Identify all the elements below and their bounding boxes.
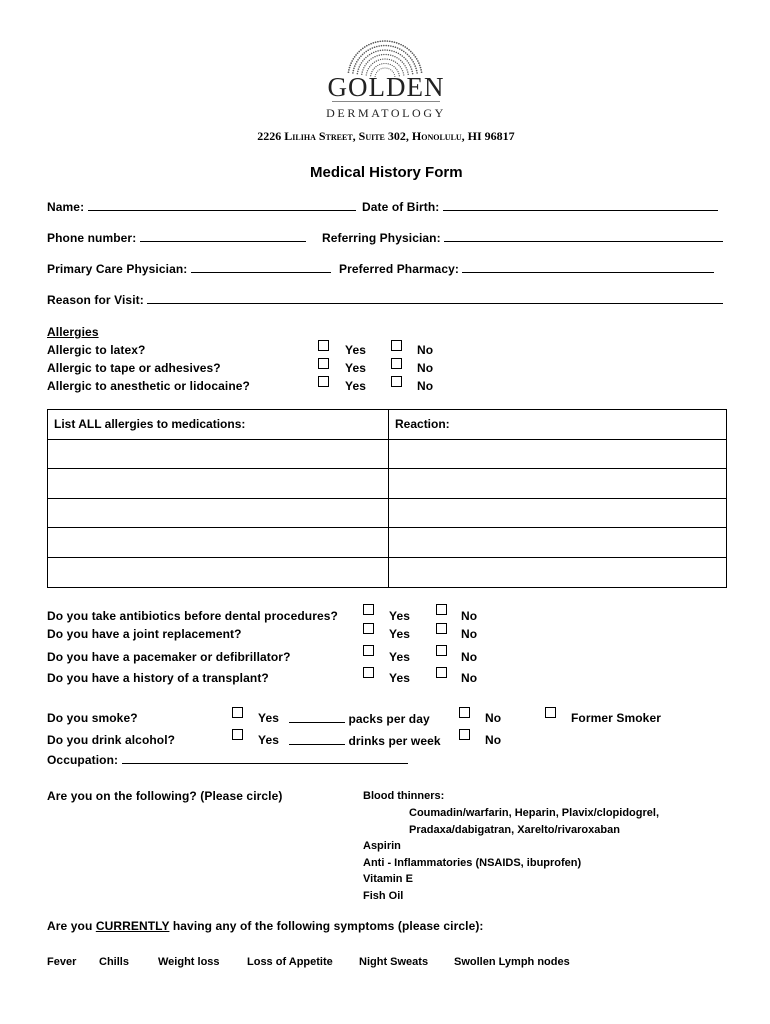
occupation-line[interactable] bbox=[122, 752, 408, 764]
reason-field[interactable] bbox=[47, 292, 723, 307]
dob-field[interactable] bbox=[362, 199, 718, 214]
allergies-heading: Allergies bbox=[47, 325, 99, 339]
pacemaker-no-label: No bbox=[461, 650, 478, 664]
table-row bbox=[48, 557, 727, 587]
packs-line[interactable] bbox=[289, 711, 345, 723]
antibiotics-yes-label: Yes bbox=[389, 609, 410, 623]
drink-question: Do you drink alcohol? bbox=[47, 733, 176, 747]
symptoms-question bbox=[47, 919, 484, 933]
drink-no-label: No bbox=[485, 733, 502, 747]
pacemaker-yes-checkbox[interactable] bbox=[363, 645, 374, 656]
symptoms-question-post: having any of the following symptoms (please circle): bbox=[169, 919, 484, 933]
table-header-row bbox=[48, 410, 727, 440]
form-title: Medical History Form bbox=[310, 164, 463, 181]
anesthetic-no-checkbox[interactable] bbox=[391, 376, 402, 387]
symptom-loss-of-appetite[interactable]: Loss of Appetite bbox=[247, 956, 333, 968]
reaction-col-header: Reaction: bbox=[389, 410, 727, 440]
pacemaker-yes-label: Yes bbox=[389, 650, 410, 664]
allergy-q-anesthetic: Allergic to anesthetic or lidocaine? bbox=[47, 379, 250, 393]
antibiotics-no-label: No bbox=[461, 609, 478, 623]
aspirin-option[interactable]: Aspirin bbox=[363, 840, 401, 852]
blood-thinners-list-2[interactable]: Pradaxa/dabigatran, Xarelto/rivaroxaban bbox=[409, 824, 620, 836]
latex-yes-label: Yes bbox=[345, 343, 366, 357]
primary-care-field[interactable] bbox=[47, 261, 331, 276]
table-row bbox=[48, 439, 727, 469]
tape-no-label: No bbox=[417, 361, 434, 375]
allergy-q-latex: Allergic to latex? bbox=[47, 343, 146, 357]
referring-label: Referring Physician: bbox=[322, 231, 441, 245]
anesthetic-yes-checkbox[interactable] bbox=[318, 376, 329, 387]
table-row bbox=[48, 469, 727, 499]
allergy-cell[interactable] bbox=[48, 439, 389, 469]
symptoms-question-pre: Are you bbox=[47, 919, 96, 933]
packs-label: packs per day bbox=[348, 712, 430, 726]
reaction-cell[interactable] bbox=[389, 439, 727, 469]
smoke-no-checkbox[interactable] bbox=[459, 707, 470, 718]
phone-line[interactable] bbox=[140, 230, 306, 242]
phone-field[interactable] bbox=[47, 230, 306, 245]
allergy-cell[interactable] bbox=[48, 469, 389, 499]
transplant-question: Do you have a history of a transplant? bbox=[47, 671, 269, 685]
smoke-yes-label: Yes bbox=[258, 711, 279, 725]
joint-question: Do you have a joint replacement? bbox=[47, 627, 242, 641]
anesthetic-yes-label: Yes bbox=[345, 379, 366, 393]
symptom-weight-loss[interactable]: Weight loss bbox=[158, 956, 220, 968]
symptom-night-sweats[interactable]: Night Sweats bbox=[359, 956, 429, 968]
table-row bbox=[48, 498, 727, 528]
reaction-cell[interactable] bbox=[389, 557, 727, 587]
tape-yes-checkbox[interactable] bbox=[318, 358, 329, 369]
allergy-col-header: List ALL allergies to medications: bbox=[48, 410, 389, 440]
occupation-label: Occupation: bbox=[47, 753, 119, 767]
vitamin-e-option[interactable]: Vitamin E bbox=[363, 873, 413, 885]
drinks-line[interactable] bbox=[289, 733, 345, 745]
referring-line[interactable] bbox=[444, 230, 723, 242]
allergy-cell[interactable] bbox=[48, 498, 389, 528]
drink-no-checkbox[interactable] bbox=[459, 729, 470, 740]
latex-yes-checkbox[interactable] bbox=[318, 340, 329, 351]
symptom-chills[interactable]: Chills bbox=[99, 956, 129, 968]
antibiotics-no-checkbox[interactable] bbox=[436, 604, 447, 615]
medications-question: Are you on the following? (Please circle) bbox=[47, 789, 283, 803]
pharmacy-line[interactable] bbox=[462, 261, 714, 273]
dob-line[interactable] bbox=[443, 199, 718, 211]
drink-yes-checkbox[interactable] bbox=[232, 729, 243, 740]
pharmacy-label: Preferred Pharmacy: bbox=[339, 262, 459, 276]
tape-yes-label: Yes bbox=[345, 361, 366, 375]
smoke-yes-checkbox[interactable] bbox=[232, 707, 243, 718]
blood-thinners-list-1[interactable]: Coumadin/warfarin, Heparin, Plavix/clopidogrel, bbox=[409, 807, 659, 819]
pacemaker-no-checkbox[interactable] bbox=[436, 645, 447, 656]
joint-no-checkbox[interactable] bbox=[436, 623, 447, 634]
allergy-cell[interactable] bbox=[48, 528, 389, 558]
anesthetic-no-label: No bbox=[417, 379, 434, 393]
brand-subtitle: DERMATOLOGY bbox=[326, 106, 446, 120]
pacemaker-question: Do you have a pacemaker or defibrillator? bbox=[47, 650, 291, 664]
fish-oil-option[interactable]: Fish Oil bbox=[363, 890, 404, 902]
table-row bbox=[48, 528, 727, 558]
joint-yes-label: Yes bbox=[389, 627, 410, 641]
clinic-address: 2226 Liliha Street, Suite 302, Honolulu, HI 96817 bbox=[257, 129, 515, 143]
smoke-question: Do you smoke? bbox=[47, 711, 138, 725]
transplant-yes-checkbox[interactable] bbox=[363, 667, 374, 678]
transplant-no-label: No bbox=[461, 671, 478, 685]
occupation-field[interactable] bbox=[47, 752, 408, 767]
pharmacy-field[interactable] bbox=[339, 261, 714, 276]
reason-line[interactable] bbox=[147, 292, 723, 304]
drinks-field[interactable] bbox=[289, 733, 441, 748]
former-smoker-checkbox[interactable] bbox=[545, 707, 556, 718]
packs-field[interactable] bbox=[289, 711, 430, 726]
antibiotics-yes-checkbox[interactable] bbox=[363, 604, 374, 615]
drinks-label: drinks per week bbox=[348, 734, 441, 748]
logo-divider bbox=[332, 101, 440, 102]
smoke-no-label: No bbox=[485, 711, 502, 725]
former-smoker-label: Former Smoker bbox=[571, 711, 661, 725]
phone-label: Phone number: bbox=[47, 231, 137, 245]
reaction-cell[interactable] bbox=[389, 528, 727, 558]
name-label: Name: bbox=[47, 200, 85, 214]
allergy-cell[interactable] bbox=[48, 557, 389, 587]
dob-label: Date of Birth: bbox=[362, 200, 440, 214]
allergy-table bbox=[47, 409, 727, 588]
transplant-no-checkbox[interactable] bbox=[436, 667, 447, 678]
reason-label: Reason for Visit: bbox=[47, 293, 144, 307]
allergy-q-tape: Allergic to tape or adhesives? bbox=[47, 361, 221, 375]
blood-thinners-label: Blood thinners: bbox=[363, 790, 445, 802]
reaction-cell[interactable] bbox=[389, 498, 727, 528]
referring-field[interactable] bbox=[322, 230, 723, 245]
latex-no-label: No bbox=[417, 343, 434, 357]
latex-no-checkbox[interactable] bbox=[391, 340, 402, 351]
brand-name: GOLDEN bbox=[327, 72, 445, 102]
primary-care-label: Primary Care Physician: bbox=[47, 262, 188, 276]
tape-no-checkbox[interactable] bbox=[391, 358, 402, 369]
symptoms-question-emph: CURRENTLY bbox=[95, 919, 170, 933]
transplant-yes-label: Yes bbox=[389, 671, 410, 685]
joint-no-label: No bbox=[461, 627, 478, 641]
drink-yes-label: Yes bbox=[258, 733, 279, 747]
symptom-fever[interactable]: Fever bbox=[47, 956, 77, 968]
anti-inflammatories-option[interactable]: Anti - Inflammatories (NSAIDS, ibuprofen) bbox=[363, 857, 582, 869]
name-field[interactable] bbox=[47, 199, 356, 214]
primary-care-line[interactable] bbox=[191, 261, 331, 273]
symptom-swollen-lymph-nodes[interactable]: Swollen Lymph nodes bbox=[454, 956, 570, 968]
name-line[interactable] bbox=[88, 199, 356, 211]
reaction-cell[interactable] bbox=[389, 469, 727, 499]
joint-yes-checkbox[interactable] bbox=[363, 623, 374, 634]
antibiotics-question: Do you take antibiotics before dental procedures? bbox=[47, 609, 338, 623]
